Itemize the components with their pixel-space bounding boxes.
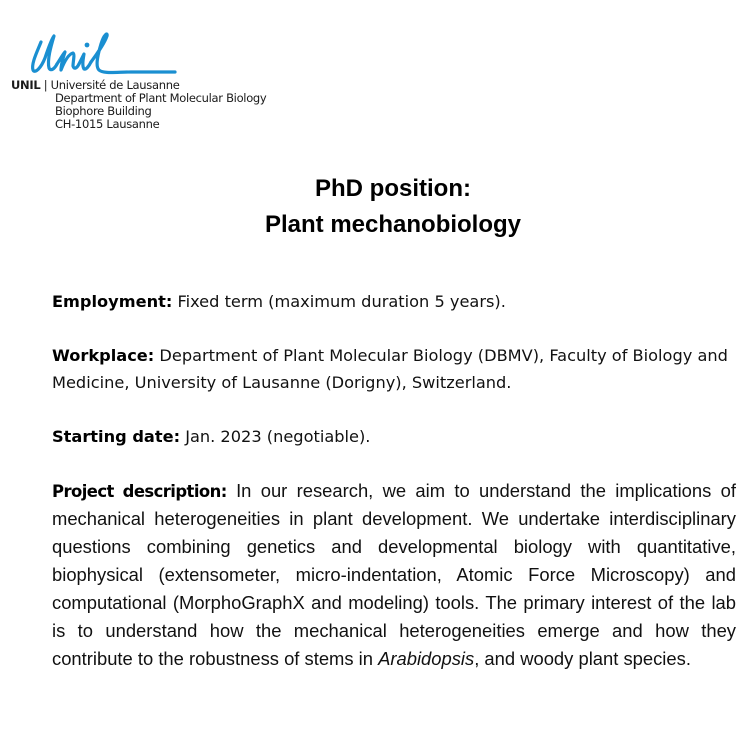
page-title [0, 171, 748, 243]
starting-date-text: Jan. 2023 (negotiable). [180, 427, 371, 446]
workplace-text: Department of Plant Molecular Biology (DBMV), Faculty of Biology and Medicine, University of Lausanne (Dorigny), Switzerland. [52, 346, 728, 392]
building-line: Biophore Building [55, 104, 152, 118]
department-line: Department of Plant Molecular Biology [55, 91, 267, 105]
address-block [11, 79, 266, 131]
project-description-label: Project description: [52, 482, 227, 501]
starting-date-paragraph [52, 423, 736, 450]
title-line-1: PhD position: [315, 175, 471, 202]
title-line-2: Plant mechanobiology [264, 211, 522, 238]
species-name-italic: Arabidopsis [378, 648, 475, 669]
project-description-body [52, 480, 736, 669]
postal-line: CH-1015 Lausanne [55, 117, 160, 131]
workplace-label: Workplace: [52, 346, 155, 365]
project-description-paragraph [52, 477, 736, 673]
starting-date-label: Starting date: [52, 427, 181, 446]
project-text-before-italic: In our research, we aim to understand the implications of mechanical heterogeneities in plant development. We undertake interdisciplinary questions combining genetics and developmental biology with quantitative, biophysical (extensometer, micro-indentation, Atomic Force Microscopy) and computational (MorphoGraphX and modeling) tools. The primary interest of the lab is to understand how the mechanical heterogeneities emerge and how they contribute to the robustness of stems in [52, 480, 736, 669]
org-name: Université de Lausanne [50, 78, 180, 92]
project-text-after-italic: , and woody plant species. [474, 648, 691, 669]
employment-label: Employment: [52, 292, 173, 311]
document-body [52, 288, 736, 700]
i-dot [85, 43, 90, 48]
org-abbrev: UNIL [11, 78, 41, 92]
employment-paragraph [52, 288, 736, 315]
org-separator: | [43, 78, 48, 92]
workplace-paragraph [52, 342, 736, 396]
employment-text: Fixed term (maximum duration 5 years). [172, 292, 506, 311]
